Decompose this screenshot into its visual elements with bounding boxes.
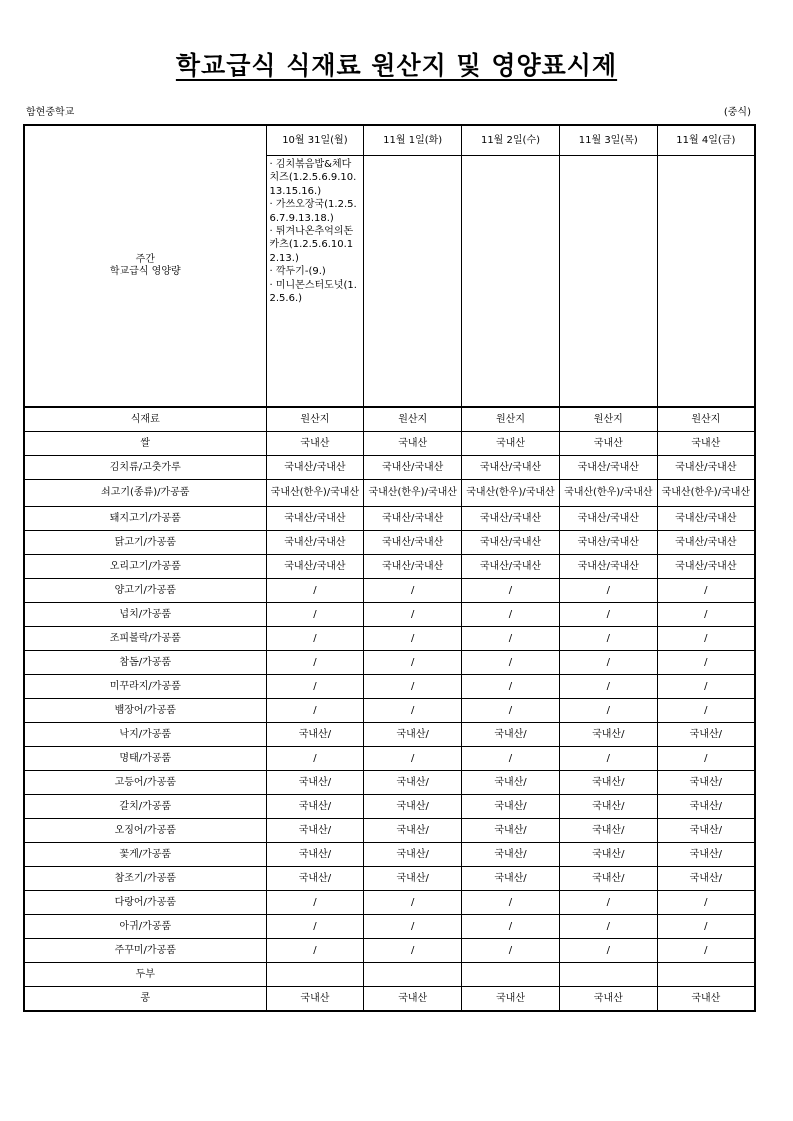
ingredient-name: 아귀/가공품 xyxy=(24,915,266,939)
origin-value: / xyxy=(559,651,657,675)
origin-value: 국내산/ xyxy=(657,795,755,819)
origin-value: 국내산/국내산 xyxy=(559,507,657,531)
menu-item: · 김치볶음밥&체다치즈(1.2.5.6.9.10.13.15.16.) xyxy=(269,159,357,197)
origin-value: 국내산/ xyxy=(657,819,755,843)
origin-value: 국내산/ xyxy=(266,843,364,867)
ingredient-name: 꽃게/가공품 xyxy=(24,843,266,867)
origin-value: / xyxy=(266,675,364,699)
origin-value: / xyxy=(462,699,560,723)
ingredient-name: 양고기/가공품 xyxy=(24,579,266,603)
origin-value: 국내산/ xyxy=(462,843,560,867)
origin-value: / xyxy=(266,651,364,675)
origin-value: 국내산 xyxy=(462,432,560,456)
origin-value: 국내산(한우)/국내산 xyxy=(559,480,657,507)
origin-value xyxy=(364,963,462,987)
ingredient-name: 명태/가공품 xyxy=(24,747,266,771)
day-header: 11월 1일(화) xyxy=(364,125,462,156)
origin-value: 원산지 xyxy=(559,407,657,432)
ingredient-name: 주꾸미/가공품 xyxy=(24,939,266,963)
origin-value: / xyxy=(462,915,560,939)
origin-value: 국내산(한우)/국내산 xyxy=(462,480,560,507)
origin-value: / xyxy=(266,939,364,963)
origin-value: 국내산/국내산 xyxy=(462,555,560,579)
origin-value: 국내산/ xyxy=(364,795,462,819)
origin-value: 국내산/ xyxy=(364,771,462,795)
ingredient-name: 오징어/가공품 xyxy=(24,819,266,843)
origin-value: 국내산/국내산 xyxy=(462,456,560,480)
ingredient-name: 넙치/가공품 xyxy=(24,603,266,627)
origin-table xyxy=(23,124,756,1012)
ingredient-row xyxy=(24,819,755,843)
origin-value: / xyxy=(657,747,755,771)
origin-value: 국내산/국내산 xyxy=(364,555,462,579)
origin-value: 국내산/ xyxy=(657,843,755,867)
origin-value: 국내산/국내산 xyxy=(657,507,755,531)
ingredient-row xyxy=(24,480,755,507)
origin-value: / xyxy=(462,675,560,699)
origin-value: / xyxy=(462,579,560,603)
ingredient-row xyxy=(24,891,755,915)
menu-cell-day5 xyxy=(657,156,755,408)
origin-value: 원산지 xyxy=(462,407,560,432)
header-row xyxy=(24,125,755,156)
origin-value: 국내산/ xyxy=(462,723,560,747)
origin-value: / xyxy=(364,939,462,963)
menu-cell-day1 xyxy=(266,156,364,408)
origin-value: 국내산/ xyxy=(462,771,560,795)
ingredient-row xyxy=(24,723,755,747)
origin-value: 국내산/국내산 xyxy=(559,555,657,579)
origin-value: / xyxy=(559,891,657,915)
origin-value: / xyxy=(364,891,462,915)
origin-value: / xyxy=(462,627,560,651)
origin-value: 국내산/국내산 xyxy=(657,555,755,579)
origin-value: 국내산/ xyxy=(266,819,364,843)
origin-value: 국내산 xyxy=(657,987,755,1012)
origin-value: 국내산/ xyxy=(657,771,755,795)
origin-value xyxy=(462,963,560,987)
origin-value: 국내산 xyxy=(266,987,364,1012)
origin-value: 국내산/ xyxy=(364,819,462,843)
origin-value: / xyxy=(364,651,462,675)
ingredient-name: 오리고기/가공품 xyxy=(24,555,266,579)
day-header: 11월 4일(금) xyxy=(657,125,755,156)
origin-value: 국내산/ xyxy=(559,867,657,891)
origin-value: / xyxy=(559,939,657,963)
origin-value: / xyxy=(657,651,755,675)
origin-value: / xyxy=(364,579,462,603)
origin-value: 국내산/ xyxy=(364,723,462,747)
page-title: 학교급식 식재료 원산지 및 영양표시제 xyxy=(175,51,618,80)
ingredient-name: 식재료 xyxy=(24,407,266,432)
ingredient-row xyxy=(24,963,755,987)
origin-value: / xyxy=(266,699,364,723)
ingredient-name: 갈치/가공품 xyxy=(24,795,266,819)
origin-value: / xyxy=(657,675,755,699)
day-header: 10월 31일(월) xyxy=(266,125,364,156)
origin-value: 국내산/ xyxy=(559,819,657,843)
menu-cell-day4 xyxy=(559,156,657,408)
ingredient-name: 낙지/가공품 xyxy=(24,723,266,747)
origin-value: / xyxy=(266,891,364,915)
origin-value: / xyxy=(266,747,364,771)
ingredient-row xyxy=(24,795,755,819)
origin-value: 국내산/국내산 xyxy=(266,507,364,531)
origin-value: 국내산/ xyxy=(266,771,364,795)
ingredient-row xyxy=(24,456,755,480)
origin-value xyxy=(559,963,657,987)
menu-label-nutrition: 학교급식 영양량 xyxy=(109,266,181,277)
ingredient-name: 미꾸라지/가공품 xyxy=(24,675,266,699)
ingredient-row xyxy=(24,987,755,1012)
origin-value: 국내산 xyxy=(559,987,657,1012)
origin-value: 국내산(한우)/국내산 xyxy=(266,480,364,507)
origin-value: 국내산/국내산 xyxy=(266,456,364,480)
menu-label-weekly: 주간 xyxy=(135,254,155,265)
origin-value: 국내산/ xyxy=(462,819,560,843)
day-header: 11월 3일(목) xyxy=(559,125,657,156)
ingredient-row xyxy=(24,603,755,627)
origin-value: 국내산/ xyxy=(266,867,364,891)
menu-item: · 미니몬스터도넛(1.2.5.6.) xyxy=(269,279,357,305)
ingredient-row xyxy=(24,915,755,939)
origin-value: 원산지 xyxy=(657,407,755,432)
origin-value: 국내산/ xyxy=(657,723,755,747)
origin-value: 국내산/ xyxy=(364,867,462,891)
origin-value: / xyxy=(462,747,560,771)
origin-value: / xyxy=(559,603,657,627)
ingredient-row xyxy=(24,771,755,795)
origin-value: / xyxy=(657,603,755,627)
menu-cell-day2 xyxy=(364,156,462,408)
menu-item: · 깍두기-(9.) xyxy=(269,266,326,278)
origin-value: 국내산 xyxy=(364,987,462,1012)
origin-value: / xyxy=(657,939,755,963)
origin-value xyxy=(266,963,364,987)
day-header: 11월 2일(수) xyxy=(462,125,560,156)
origin-value: / xyxy=(462,891,560,915)
origin-value: / xyxy=(266,603,364,627)
origin-value: 국내산/국내산 xyxy=(364,507,462,531)
ingredient-row xyxy=(24,867,755,891)
origin-value: 국내산/ xyxy=(657,867,755,891)
ingredient-row xyxy=(24,747,755,771)
origin-value: / xyxy=(364,627,462,651)
origin-value: 국내산/ xyxy=(462,867,560,891)
ingredient-row xyxy=(24,555,755,579)
origin-value: / xyxy=(657,891,755,915)
origin-value: / xyxy=(657,699,755,723)
origin-value: 국내산/국내산 xyxy=(266,555,364,579)
origin-header-row xyxy=(24,407,755,432)
origin-value: / xyxy=(462,651,560,675)
origin-value: 국내산 xyxy=(462,987,560,1012)
origin-value: 국내산/ xyxy=(266,795,364,819)
ingredient-name: 쌀 xyxy=(24,432,266,456)
origin-value: / xyxy=(559,579,657,603)
origin-value: / xyxy=(266,579,364,603)
origin-value: / xyxy=(364,915,462,939)
ingredient-row xyxy=(24,939,755,963)
origin-value: 국내산/국내산 xyxy=(266,531,364,555)
origin-value: 국내산/ xyxy=(364,843,462,867)
ingredient-name: 고등어/가공품 xyxy=(24,771,266,795)
origin-value xyxy=(657,963,755,987)
origin-value: / xyxy=(657,627,755,651)
origin-value: 국내산/국내산 xyxy=(364,531,462,555)
origin-value: / xyxy=(657,915,755,939)
origin-value: 국내산 xyxy=(657,432,755,456)
origin-value: 국내산/ xyxy=(559,795,657,819)
ingredient-name: 참조기/가공품 xyxy=(24,867,266,891)
origin-value: 국내산/ xyxy=(559,843,657,867)
origin-value: / xyxy=(559,627,657,651)
menu-item: · 튀겨나온추억의돈카츠(1.2.5.6.10.12.13.) xyxy=(269,226,354,264)
ingredient-name: 다랑어/가공품 xyxy=(24,891,266,915)
origin-value: 국내산/ xyxy=(559,723,657,747)
ingredient-row xyxy=(24,579,755,603)
origin-value: 국내산/국내산 xyxy=(657,456,755,480)
origin-value: / xyxy=(462,939,560,963)
origin-value: / xyxy=(266,915,364,939)
origin-value: 국내산/ xyxy=(559,771,657,795)
origin-value: / xyxy=(364,603,462,627)
origin-value: / xyxy=(657,579,755,603)
origin-value: 국내산/국내산 xyxy=(462,507,560,531)
origin-value: 국내산 xyxy=(364,432,462,456)
origin-value: / xyxy=(364,675,462,699)
meal-type: (중식) xyxy=(723,107,751,118)
ingredient-row xyxy=(24,627,755,651)
origin-value: 국내산(한우)/국내산 xyxy=(657,480,755,507)
ingredient-row xyxy=(24,843,755,867)
origin-value: 국내산/국내산 xyxy=(462,531,560,555)
ingredient-name: 콩 xyxy=(24,987,266,1012)
origin-value: 국내산 xyxy=(266,432,364,456)
ingredient-row xyxy=(24,432,755,456)
origin-value: / xyxy=(559,699,657,723)
menu-cell-day3 xyxy=(462,156,560,408)
origin-value: 원산지 xyxy=(266,407,364,432)
origin-value: / xyxy=(266,627,364,651)
ingredient-name: 김치류/고춧가루 xyxy=(24,456,266,480)
ingredient-name: 두부 xyxy=(24,963,266,987)
ingredient-row xyxy=(24,651,755,675)
origin-value: 국내산/국내산 xyxy=(559,456,657,480)
ingredient-name: 쇠고기(종류)/가공품 xyxy=(24,480,266,507)
origin-value: 국내산 xyxy=(559,432,657,456)
origin-value: / xyxy=(462,603,560,627)
ingredient-name: 돼지고기/가공품 xyxy=(24,507,266,531)
ingredient-name: 참돔/가공품 xyxy=(24,651,266,675)
ingredient-row xyxy=(24,531,755,555)
origin-value: / xyxy=(364,747,462,771)
origin-value: 국내산(한우)/국내산 xyxy=(364,480,462,507)
school-name: 함현중학교 xyxy=(26,107,75,118)
menu-item: · 가쓰오장국(1.2.5.6.7.9.13.18.) xyxy=(269,199,357,224)
origin-value: 국내산/국내산 xyxy=(657,531,755,555)
ingredient-name: 뱀장어/가공품 xyxy=(24,699,266,723)
origin-value: 국내산/ xyxy=(462,795,560,819)
origin-value: / xyxy=(364,699,462,723)
ingredient-name: 조피볼락/가공품 xyxy=(24,627,266,651)
origin-value: 국내산/국내산 xyxy=(559,531,657,555)
ingredient-name: 닭고기/가공품 xyxy=(24,531,266,555)
ingredient-row xyxy=(24,507,755,531)
origin-value: / xyxy=(559,915,657,939)
menu-label-cell xyxy=(24,125,266,407)
ingredient-row xyxy=(24,675,755,699)
ingredient-row xyxy=(24,699,755,723)
origin-value: 국내산/ xyxy=(266,723,364,747)
origin-value: / xyxy=(559,747,657,771)
origin-value: 원산지 xyxy=(364,407,462,432)
origin-value: / xyxy=(559,675,657,699)
origin-value: 국내산/국내산 xyxy=(364,456,462,480)
